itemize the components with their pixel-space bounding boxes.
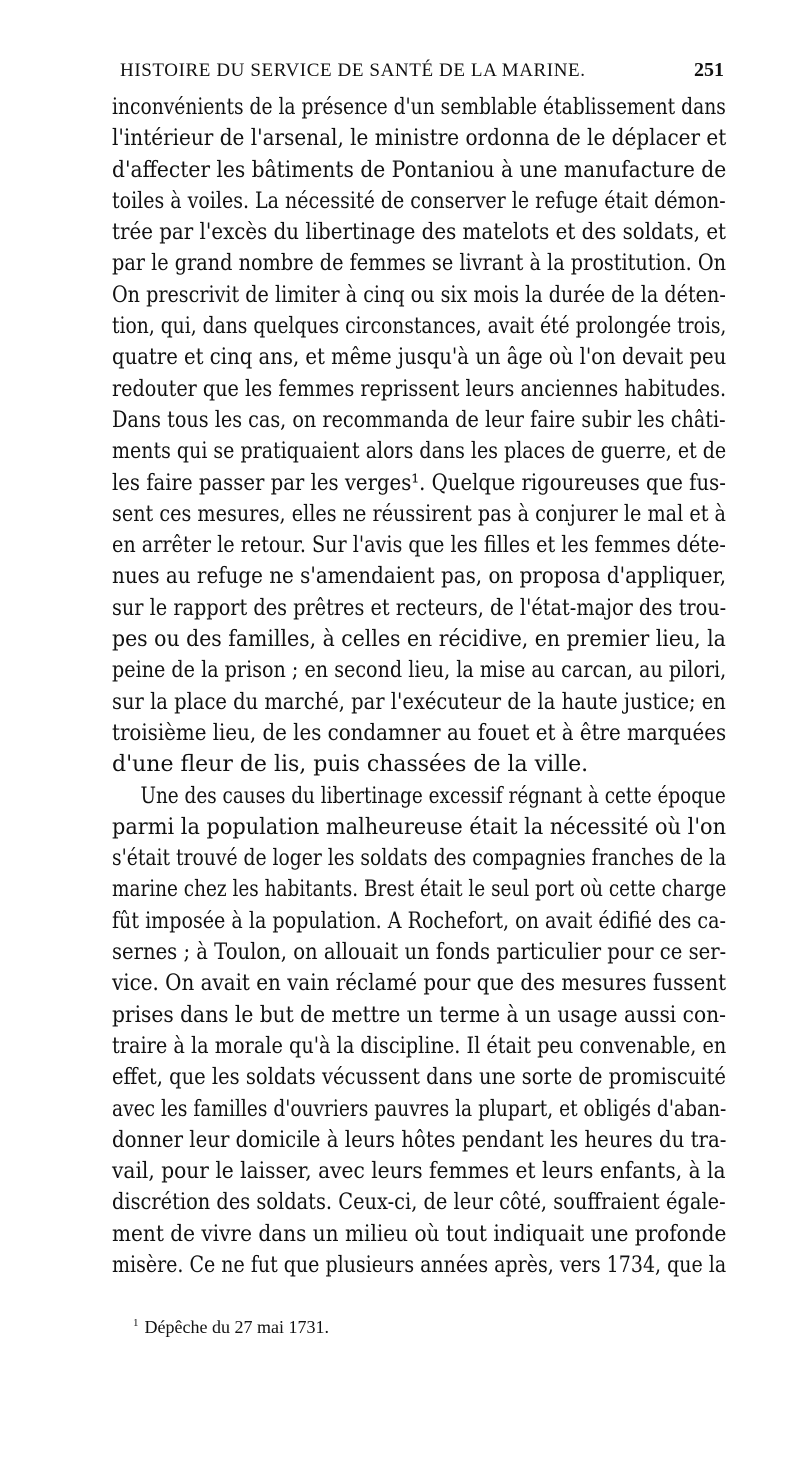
footnote-marker: 1: [133, 1317, 139, 1329]
text-line: avec les familles d'ouvriers pauvres la plupart, et obligés d'aban-: [112, 1096, 727, 1122]
text-line: misère. Ce ne fut que plusieurs années après, vers 1734, que la: [112, 1252, 727, 1278]
text-line: trée par l'excès du libertinage des matelots et des soldats, et: [112, 220, 727, 246]
text-line: prises dans le but de mettre un terme à un usage aussi con-: [112, 1002, 726, 1028]
text-line: vice. On avait en vain réclamé pour que des mesures fussent: [112, 971, 727, 997]
text-line: sernes ; à Toulon, on allouait un fonds particulier pour ce ser-: [112, 940, 727, 966]
text-line: ment de vivre dans un milieu où tout indiquait une profonde: [112, 1221, 727, 1247]
footnote: [133, 1317, 329, 1338]
text-line: d'affecter les bâtiments de Pontaniou à une manufacture de: [112, 157, 727, 183]
text-line: d'une fleur de lis, puis chassées de la ville.: [112, 752, 589, 778]
page-header: [110, 58, 740, 90]
text-line: s'était trouvé de loger les soldats des compagnies franches de la: [112, 846, 727, 872]
text-line: quatre et cinq ans, et même jusqu'à un âge où l'on devait peu: [112, 345, 727, 371]
text-line: par le grand nombre de femmes se livrant à la prostitution. On: [112, 251, 727, 277]
text-line: inconvénients de la présence d'un semblable établissement dans: [112, 95, 726, 120]
text-line: traire à la morale qu'à la discipline. Il était peu convenable, en: [112, 1033, 727, 1059]
text-line: nues au refuge ne s'amendaient pas, on proposa d'appliquer,: [112, 564, 727, 590]
text-line: marine chez les habitants. Brest était le seul port où cette charge: [112, 877, 727, 903]
text-line: tion, qui, dans quelques circonstances, avait été prolongée trois,: [112, 314, 727, 340]
text-line: discrétion des soldats. Ceux-ci, de leur côté, souffraient égale-: [112, 1190, 726, 1216]
text-line: fût imposée à la population. A Rochefort, on avait édifié des ca-: [112, 908, 726, 934]
page-number: 251: [694, 59, 724, 81]
text-line: donner leur domicile à leurs hôtes pendant les heures du tra-: [112, 1127, 727, 1153]
text-line: peine de la prison ; en second lieu, la mise au carcan, au pilori,: [112, 658, 727, 684]
running-title: HISTOIRE DU SERVICE DE SANTÉ DE LA MARINE.: [120, 60, 586, 81]
text-line: ments qui se pratiquaient alors dans les places de guerre, et de: [112, 439, 727, 465]
text-line: troisième lieu, de les condamner au fouet et à être marquées: [112, 720, 727, 746]
text-line: redouter que les femmes reprissent leurs anciennes habitudes.: [112, 376, 727, 402]
text-line: en arrêter le retour. Sur l'avis que les filles et les femmes déte-: [112, 533, 726, 559]
text-line: toiles à voiles. La nécessité de conserver le refuge était démon-: [112, 188, 726, 214]
footnote-text: Dépêche du 27 mai 1731.: [144, 1317, 329, 1337]
text-line: sur le rapport des prêtres et recteurs, de l'état-major des trou-: [112, 595, 727, 621]
body-text: [112, 92, 726, 1281]
text-line: l'intérieur de l'arsenal, le ministre ordonna de le déplacer et: [112, 126, 727, 152]
text-line: On prescrivit de limiter à cinq ou six mois la durée de la déten-: [112, 282, 726, 308]
text-line: effet, que les soldats vécussent dans une sorte de promiscuité: [112, 1065, 726, 1091]
text-line: Dans tous les cas, on recommanda de leur faire subir les châti-: [112, 407, 726, 433]
text-line: parmi la population malheureuse était la nécessité où l'on: [112, 814, 727, 840]
text-line: sent ces mesures, elles ne réussirent pas à conjurer le mal et à: [112, 501, 726, 527]
text-line: sur la place du marché, par l'exécuteur de la haute justice; en: [112, 689, 726, 715]
text-line: vail, pour le laisser, avec leurs femmes et leurs enfants, à la: [112, 1159, 726, 1185]
text-line: Une des causes du libertinage excessif régnant à cette époque: [140, 783, 726, 809]
text-line: les faire passer par les verges¹. Quelque rigoureuses que fus-: [112, 470, 726, 496]
text-line: pes ou des familles, à celles en récidive, en premier lieu, la: [112, 627, 726, 653]
